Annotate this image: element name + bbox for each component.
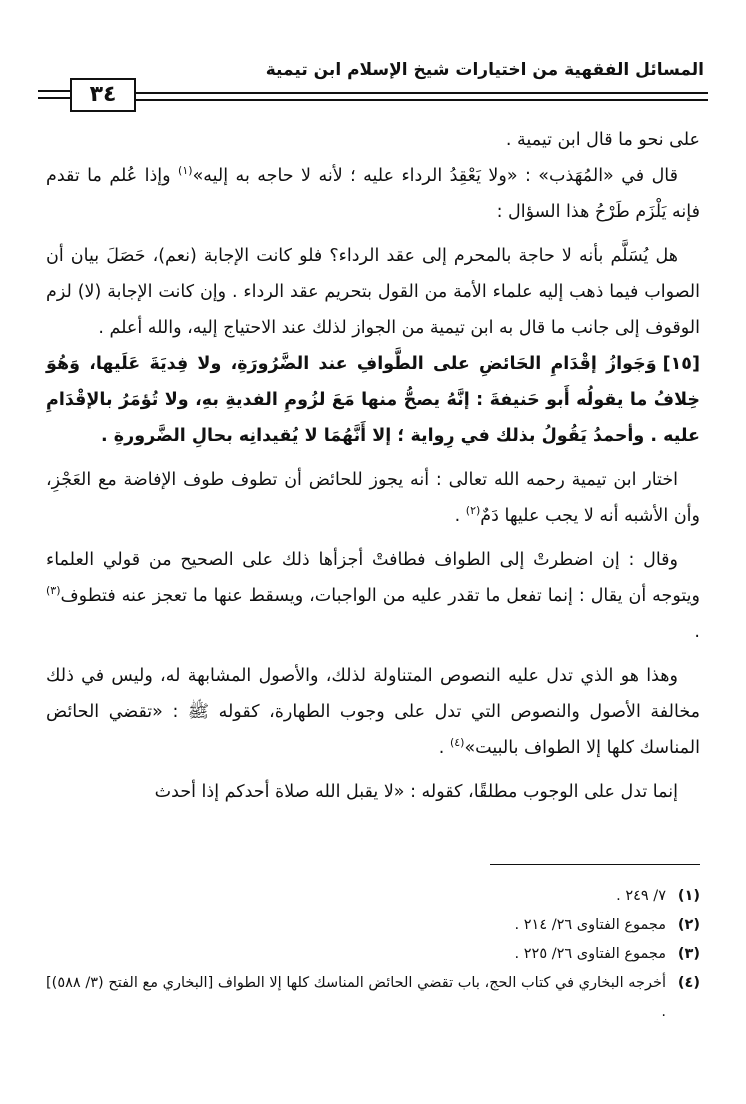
paragraph-text: قال في «المُهَذب» : «ولا يَعْقِدُ الرداء عليه ؛ لأنه لا حاجه به إليه» — [192, 166, 678, 186]
paragraph-6 — [46, 658, 700, 766]
issue-text: وَجَوازُ إقْدَامِ الحَائضِ على الطَّوافِ عند الضَّرُورَةِ، ولا فِديَةَ عَلَيها، وَهُوَ خِلافُ ما يقولُه أَبو حَنيفةَ : إنَّهُ يصحُّ منها مَعَ لزُومِ الفديةِ بهِ، ولا تُؤمَرُ بالإقْدَامِ عليه . وأحمدُ يَقُولُ بذلك في رِواية ؛ إلا أَنَّهُمَا لا يُقيدانِه بحالِ الضَّرورةِ . — [46, 354, 700, 446]
paragraph-5 — [46, 542, 700, 650]
paragraph-4 — [46, 462, 700, 534]
paragraph-text: إنما تدل على الوجوب مطلقًا، كقوله : «لا يقبل الله صلاة أحدكم إذا أحدث — [154, 782, 678, 802]
footnote-text: ٧/ ٢٤٩ . — [616, 888, 666, 904]
paragraph-7 — [46, 774, 700, 810]
footnote-mark: (٤) — [677, 975, 700, 991]
paragraph-text: . — [454, 506, 466, 526]
footnote-text: أخرجه البخاري في كتاب الحج، باب تقضي الحائض المناسك كلها إلا الطواف [البخاري مع الفتح (٣/ ٥٨٨)] . — [46, 975, 666, 1020]
issue-statement — [46, 346, 700, 454]
footnote-mark: (٢) — [677, 917, 700, 933]
header-rule-left — [38, 90, 70, 99]
paragraph-text: . — [438, 738, 450, 758]
footnote-ref: (٢) — [465, 504, 481, 518]
paragraph-text: وإذا عُلم ما تقدم فإنه يَلْزَم طَرْحُ هذا السؤال : — [46, 166, 700, 222]
paragraph-text: وهذا هو الذي تدل عليه النصوص المتناولة لذلك، والأصول المشابهة له، وليس في ذلك مخالفة الأصول والنصوص التي تدل على وجوب الطهارة، كقوله ﷺ : «تقضي الحائض المناسك كلها إلا الطواف بالبيت» — [46, 666, 700, 758]
footnote-separator — [490, 864, 700, 865]
footnote — [46, 969, 700, 1027]
header-rule — [134, 92, 708, 101]
paragraph-text: وقال : إن اضطرتْ إلى الطواف فطافتْ أجزأها ذلك على الصحيح من قولي العلماء ويتوجه أن يقال : إنما تفعل ما تقدر عليه من الواجبات، ويسقط عنها ما تعجز عنه فتطوف — [46, 550, 700, 606]
paragraph-text: اختار ابن تيمية رحمه الله تعالى : أنه يجوز للحائض أن تطوف طوف الإفاضة مع العَجْزِ، وأن الأشبه أنه لا يجب عليها دَمٌ — [46, 470, 700, 526]
footnote-ref: (١) — [178, 164, 193, 178]
footnote — [46, 882, 700, 911]
issue-number: [١٥] — [662, 354, 700, 374]
page-number: ٣٤ — [70, 78, 136, 112]
footnote-ref: (٣) — [46, 584, 61, 598]
footnote — [46, 911, 700, 940]
footnote-mark: (١) — [677, 888, 700, 904]
paragraph-3: هل يُسَلَّم بأنه لا حاجة بالمحرم إلى عقد الرداء؟ فلو كانت الإجابة (نعم)، حَصَلَ بيان أن الصواب فيما ذهب إليه علماء الأمة من القول بتحريم عقد الرداء . وإن كانت الإجابة (لا) لزم الوقوف إلى جانب ما قال به ابن تيمية من الجواز لذلك عند الاحتياج إليه، والله أعلم . — [46, 246, 700, 338]
footnote — [46, 940, 700, 969]
page-body — [46, 122, 700, 810]
footnotes — [46, 882, 700, 1027]
page-header — [38, 58, 708, 106]
footnote-text: مجموع الفتاوى ٢٦/ ٢٢٥ . — [514, 946, 666, 962]
footnote-text: مجموع الفتاوى ٢٦/ ٢١٤ . — [514, 917, 666, 933]
paragraph-text: . — [694, 622, 700, 642]
paragraph-2 — [46, 158, 700, 230]
footnote-mark: (٣) — [677, 946, 700, 962]
running-title: المسائل الفقهية من اختيارات شيخ الإسلام ابن تيمية — [265, 60, 704, 80]
footnote-ref: (٤) — [449, 736, 465, 750]
paragraph-1: على نحو ما قال ابن تيمية . — [505, 130, 700, 150]
